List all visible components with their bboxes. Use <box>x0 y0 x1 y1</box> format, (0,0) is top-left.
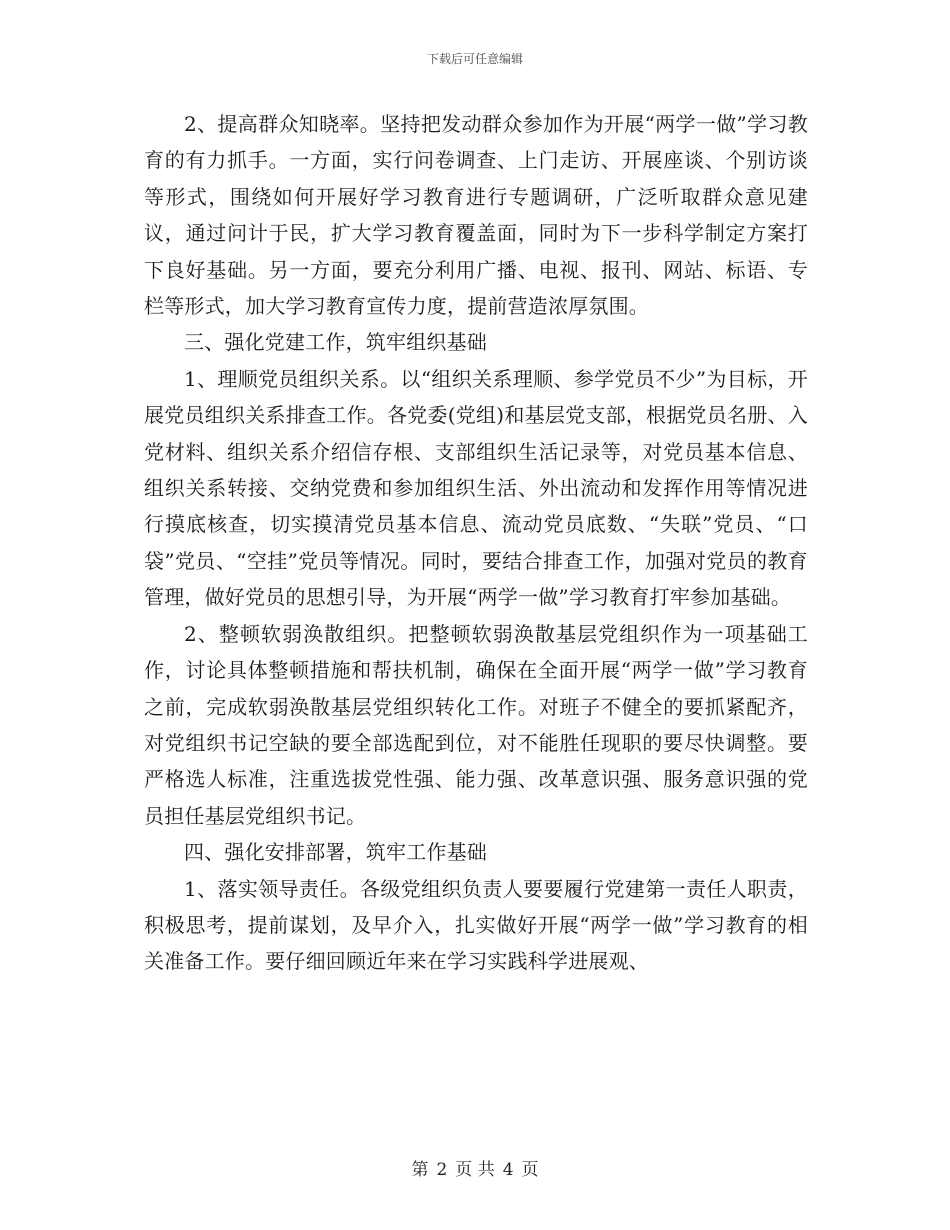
footer-prefix: 第 <box>411 1160 429 1180</box>
total-pages-number: 4 <box>502 1160 514 1180</box>
section-heading-party-building: 三、强化党建工作，筑牢组织基础 <box>184 330 487 355</box>
paragraph-rectify-weak-organizations: 2、整顿软弱涣散组织。把整顿软弱涣散基层党组织作为一项基础工作，讨论具体整顿措施和帮扶机制，确保在全面开展“两学一做”学习教育之前，完成软弱涣散基层党组织转化工作。对班子不健全的要抓紧配齐，对党组织书记空缺的要全部选配到位，对不能胜任现职的要尽快调整。要严格选人标准，注重选拔党性强、能力强、改革意识强、服务意识强的党员担任基层党组织书记。 <box>144 621 808 828</box>
current-page-number: 2 <box>436 1160 448 1180</box>
document-body <box>144 106 808 980</box>
paragraph-raise-awareness: 2、提高群众知晓率。坚持把发动群众参加作为开展“两学一做”学习教育的有力抓手。一方面，实行问卷调查、上门走访、开展座谈、个别访谈等形式，围绕如何开展好学习教育进行专题调研，广泛听取群众意见建议，通过问计于民，扩大学习教育覆盖面，同时为下一步科学制定方案打下良好基础。另一方面，要充分利用广播、电视、报刊、网站、标语、专栏等形式，加大学习教育宣传力度，提前营造浓厚氛围。 <box>144 112 808 319</box>
footer-suffix: 页 <box>521 1160 539 1180</box>
paragraph-leadership-responsibility: 1、落实领导责任。各级党组织负责人要要履行党建第一责任人职责，积极思考，提前谋划，及早介入，扎实做好开展“两学一做”学习教育的相关准备工作。要仔细回顾近年来在学习实践科学进展观、 <box>144 876 808 974</box>
footer-middle: 页 共 <box>455 1160 495 1180</box>
page-footer <box>0 1155 950 1180</box>
section-heading-arrangements: 四、强化安排部署，筑牢工作基础 <box>184 840 487 865</box>
page-header: 下载后可任意编辑 <box>426 52 523 66</box>
paragraph-member-relations: 1、理顺党员组织关系。以“组织关系理顺、参学党员不少”为目标，开展党员组织关系排查工作。各党委(党组)和基层党支部，根据党员名册、入党材料、组织关系介绍信存根、支部组织生活记录等，对党员基本信息、组织关系转接、交纳党费和参加组织生活、外出流动和发挥作用等情况进行摸底核查，切实摸清党员基本信息、流动党员底数、“失联”党员、“口袋”党员、“空挂”党员等情况。同时，要结合排查工作，加强对党员的教育管理，做好党员的思想引导，为开展“两学一做”学习教育打牢参加基础。 <box>144 366 808 610</box>
